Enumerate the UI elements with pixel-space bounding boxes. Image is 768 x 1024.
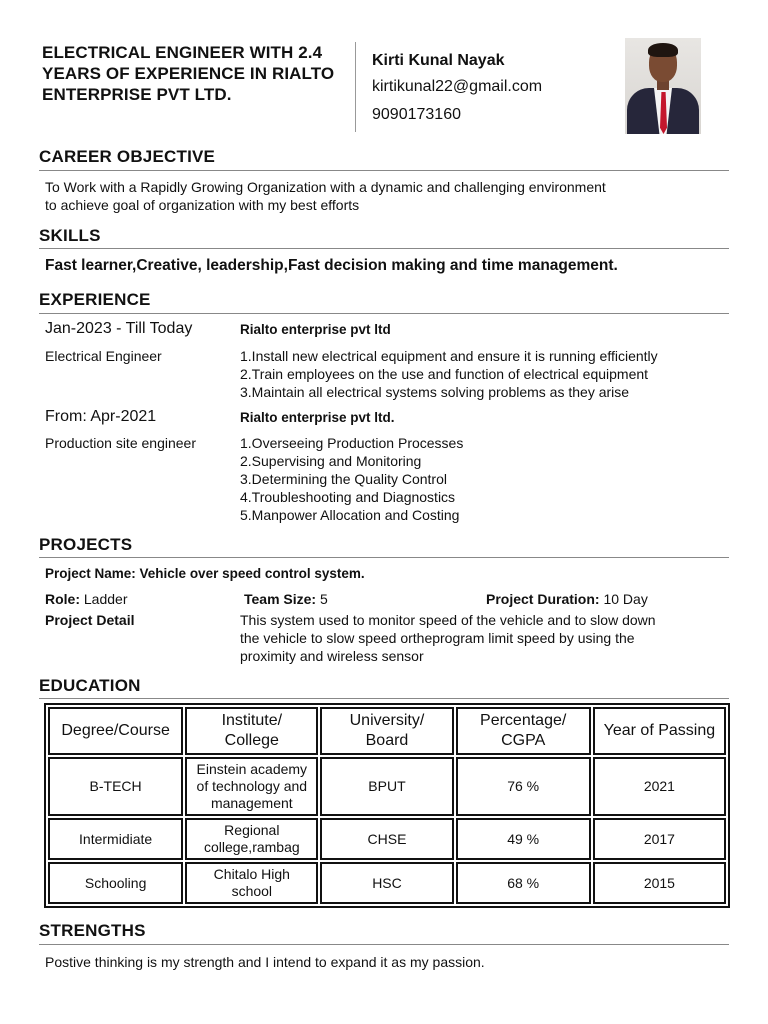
header-divider <box>355 42 356 132</box>
education-table <box>44 703 730 908</box>
project-role <box>45 590 127 608</box>
job-duty: 5.Manpower Allocation and Costing <box>240 507 460 523</box>
job-period: From: Apr-2021 <box>45 408 157 425</box>
cell-institute: Einstein academy of technology and management <box>185 757 318 816</box>
project-team-value: 5 <box>320 591 328 607</box>
cell-year: 2015 <box>593 862 726 904</box>
section-title-experience: EXPERIENCE <box>39 290 151 309</box>
section-rule <box>39 557 729 558</box>
cell-institute: Chitalo High school <box>185 862 318 904</box>
header-percentage: Percentage/ CGPA <box>456 707 591 755</box>
cell-degree: B-TECH <box>48 757 183 816</box>
career-objective-line: to achieve goal of organization with my best efforts <box>45 197 360 213</box>
project-detail-line: proximity and wireless sensor <box>240 648 424 664</box>
project-detail-line: This system used to monitor speed of the vehicle and to slow down <box>240 612 656 628</box>
headline: ELECTRICAL ENGINEER WITH 2.4 YEARS OF EXPERIENCE IN RIALTO ENTERPRISE PVT LTD. <box>42 43 335 104</box>
section-rule <box>39 248 729 249</box>
project-detail-label: Project Detail <box>45 612 135 628</box>
table-row <box>48 818 726 860</box>
section-title-career-objective: CAREER OBJECTIVE <box>39 147 216 166</box>
section-title-projects: PROJECTS <box>39 535 133 554</box>
job-duty: 1.Install new electrical equipment and ensure it is running efficiently <box>240 348 658 364</box>
career-objective-line: To Work with a Rapidly Growing Organization with a dynamic and challenging environment <box>45 179 606 195</box>
cell-degree: Intermidiate <box>48 818 183 860</box>
job-duty: 3.Maintain all electrical systems solving problems as they arise <box>240 384 630 400</box>
job-duty: 2.Train employees on the use and function of electrical equipment <box>240 366 649 382</box>
cell-year: 2021 <box>593 757 726 816</box>
project-duration <box>486 590 648 608</box>
table-row <box>48 862 726 904</box>
project-team-size <box>244 590 328 608</box>
cell-year: 2017 <box>593 818 726 860</box>
section-title-skills: SKILLS <box>39 226 101 245</box>
strengths-text: Postive thinking is my strength and I intend to expand it as my passion. <box>45 954 485 970</box>
job-role: Production site engineer <box>45 435 196 451</box>
section-rule <box>39 698 729 699</box>
job-company: Rialto enterprise pvt ltd <box>240 322 391 337</box>
section-rule <box>39 944 729 945</box>
project-duration-label: Project Duration: <box>486 591 600 607</box>
header-degree: Degree/Course <box>48 707 183 755</box>
cell-degree: Schooling <box>48 862 183 904</box>
cell-university: HSC <box>320 862 453 904</box>
job-role: Electrical Engineer <box>45 348 162 364</box>
email-address: kirtikunal22@gmail.com <box>372 78 543 95</box>
job-duty: 4.Troubleshooting and Diagnostics <box>240 489 456 505</box>
cell-percentage: 76 % <box>456 757 591 816</box>
profile-photo <box>625 38 701 134</box>
project-detail-line: the vehicle to slow speed ortheprogram limit speed by using the <box>240 630 635 646</box>
job-duty: 3.Determining the Quality Control <box>240 471 447 487</box>
header-institute: Institute/ College <box>185 707 318 755</box>
project-duration-value: 10 Day <box>603 591 648 607</box>
job-company: Rialto enterprise pvt ltd. <box>240 410 395 425</box>
section-title-strengths: STRENGTHS <box>39 921 146 940</box>
section-rule <box>39 170 729 171</box>
education-header-row <box>48 707 726 755</box>
project-role-label: Role: <box>45 591 80 607</box>
cell-institute: Regional college,rambag <box>185 818 318 860</box>
table-row <box>48 757 726 816</box>
phone-number: 9090173160 <box>372 106 461 123</box>
section-rule <box>39 313 729 314</box>
job-duty: 2.Supervising and Monitoring <box>240 453 422 469</box>
job-period: Jan-2023 - Till Today <box>45 320 193 337</box>
cell-university: BPUT <box>320 757 453 816</box>
cell-university: CHSE <box>320 818 453 860</box>
project-name: Project Name: Vehicle over speed control system. <box>45 566 365 581</box>
skills-text: Fast learner,Creative, leadership,Fast decision making and time management. <box>45 257 618 274</box>
cell-percentage: 68 % <box>456 862 591 904</box>
job-duty: 1.Overseeing Production Processes <box>240 435 464 451</box>
header-university: University/ Board <box>320 707 453 755</box>
header-year: Year of Passing <box>593 707 726 755</box>
cell-percentage: 49 % <box>456 818 591 860</box>
candidate-name: Kirti Kunal Nayak <box>372 52 505 69</box>
section-title-education: EDUCATION <box>39 676 141 695</box>
project-role-value: Ladder <box>83 591 128 607</box>
project-team-label: Team Size: <box>244 591 317 607</box>
